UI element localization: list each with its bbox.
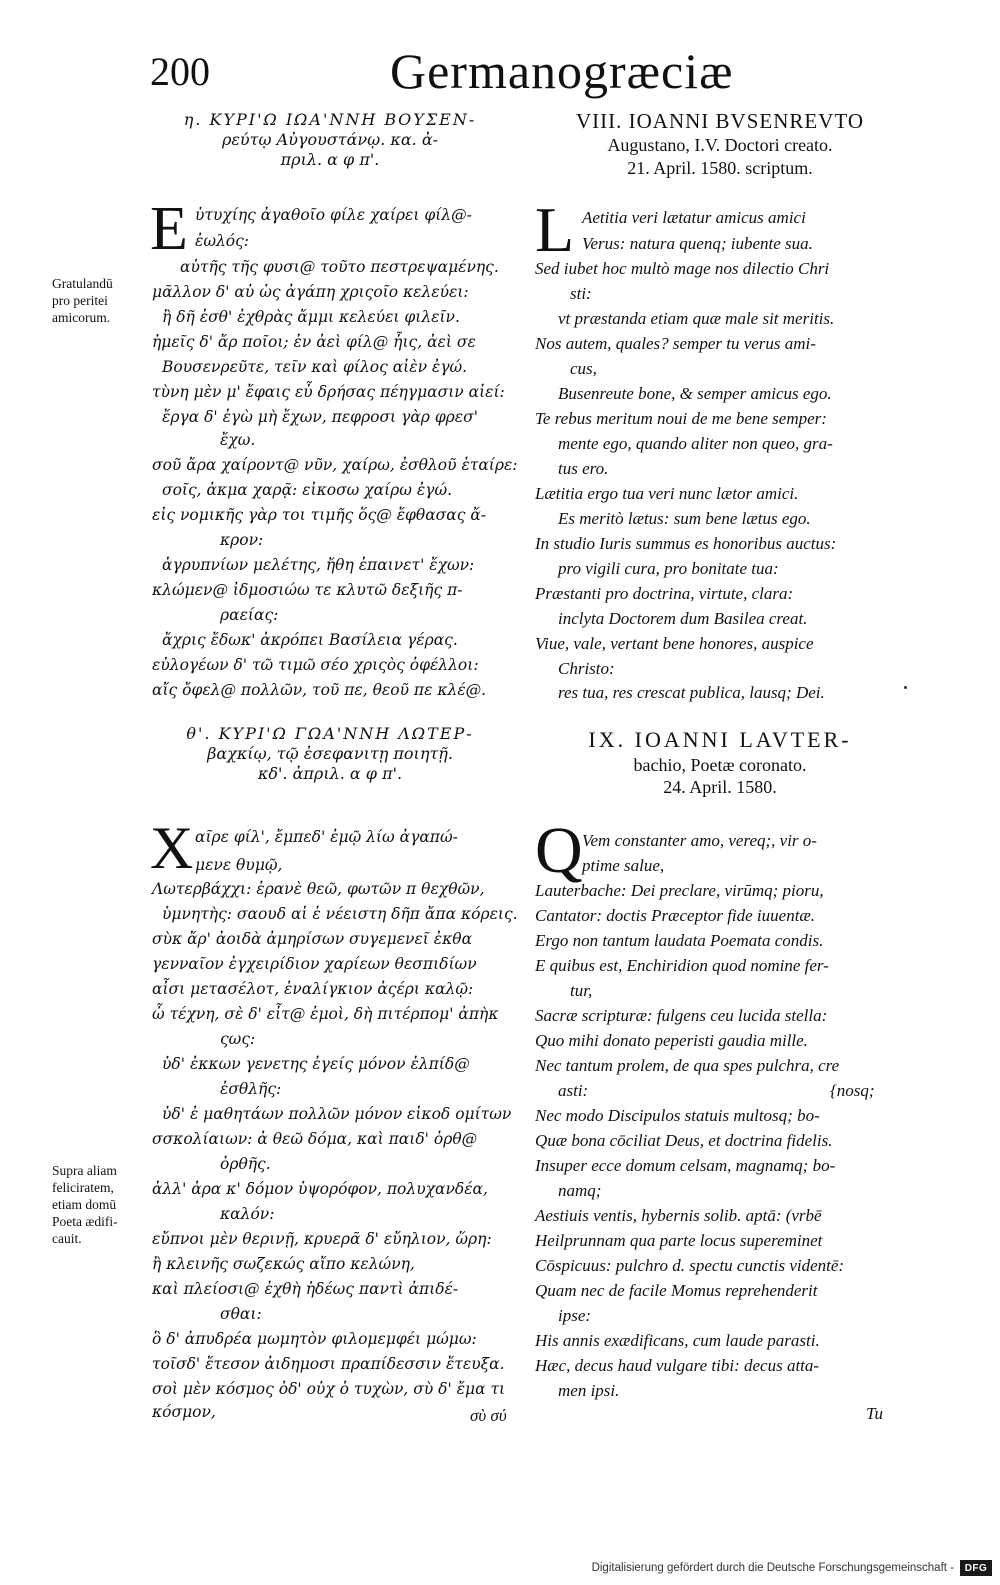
poem-line: asti:: [558, 1081, 589, 1100]
poem-line: σοῖς, ἀκμα χαρᾷ: εἰκοσω χαίρω ἐγώ.: [162, 481, 453, 499]
poem-line: res tua, res crescat publica, lausq; Dei.: [558, 683, 825, 702]
poem-line: εἰς νομικῆς γὰρ τοι τιμῆς ὅς@ ἔφθασας ἄ-: [152, 506, 487, 524]
marginal-line: Supra aliam: [52, 1163, 117, 1178]
poem-line: Viue, vale, vertant bene honores, auspice: [535, 634, 814, 653]
poem-line: tur,: [570, 981, 593, 1000]
marginal-line: pro peritei: [52, 292, 108, 308]
poem-line: ipse:: [558, 1306, 592, 1325]
poem-line: Nec modo Discipulos statuis multosq; bo-: [535, 1106, 820, 1125]
poem-line: Lauterbache: Dei preclare, virūmq; pioru,: [535, 881, 824, 900]
poem-line: Præstanti pro doctrina, virtute, clara:: [535, 584, 794, 603]
poem-line: εὔπνοι μὲν θερινῇ, κρυερᾶ δ' εὔηλιον, ὥρη:: [152, 1230, 492, 1248]
poem-line: ἔχω.: [220, 431, 256, 449]
poem-line: κόσμον,: [152, 1403, 216, 1421]
marginal-line: feliciratem,: [52, 1179, 114, 1195]
poem-line: sti:: [570, 284, 592, 303]
poem-line: σθαι:: [220, 1305, 262, 1323]
poem-line: τὺνη μὲν μ' ἔφαις εὖ δρήσας πέηγμασιν αἰεί:: [152, 383, 505, 401]
marginal-line: cauit.: [52, 1230, 82, 1246]
marginal-line: Poeta ædifi-: [52, 1213, 118, 1229]
poem-line: καλόν:: [220, 1205, 275, 1223]
poem-line: mente ego, quando aliter non queo, gra-: [558, 434, 833, 453]
heading-line: βαχκίῳ, τῷ ἐσεφανιτῃ ποιητῇ.: [207, 744, 453, 763]
poem-line: Insuper ecce domum celsam, magnamq; bo-: [535, 1156, 836, 1175]
poem-line: Sacræ scripturæ: fulgens ceu lucida stella:: [535, 1006, 828, 1025]
marginal-line: amicorum.: [52, 309, 111, 325]
poem-line: ςως:: [220, 1030, 256, 1048]
poem-line: ἢ κλεινῆς σωζεκώς αἴπο κελώνη,: [152, 1255, 415, 1273]
poem-line: μενε θυμῷ,: [195, 856, 283, 874]
marginal-note-2: [52, 1163, 144, 1247]
heading-line: θ'. ΚΥΡΙ'Ω ΓΩΑ'ΝΝΗ ΛΩΤΕΡ-: [186, 724, 474, 743]
heading-line: πριλ. α φ π'.: [280, 150, 380, 169]
poem-line: tus ero.: [558, 459, 609, 478]
poem-line: Ergo non tantum laudata Poemata condis.: [535, 931, 824, 950]
poem-line: ὐδ' ἐ μαθητάων πολλῶν μόνον εἰκοδ ομίτων: [162, 1105, 512, 1123]
poem-line: ἄχρις ἔδωκ' ἀκρόπει Βασίλεια γέρας.: [162, 631, 458, 649]
poem-line: Quo mihi donato peperisti gaudia mille.: [535, 1031, 808, 1050]
poem-line: Cōspicuus: pulchro d. spectu cunctis videntē:: [535, 1256, 845, 1275]
footer-text: Digitalisierung gefördert durch die Deutsche Forschungsgemeinschaft -: [591, 1562, 954, 1574]
poem-line: Aestiuis ventis, hybernis solib. aptā: (vrbē: [535, 1206, 822, 1225]
heading-line: Augustano, I.V. Doctori creato.: [607, 135, 833, 156]
heading-line: η. ΚΥΡΙ'Ω ΙΩΑ'ΝΝΗ ΒΟΥΣΕΝ-: [183, 110, 477, 129]
poem-line: ἔργα δ' ἐγὼ μὴ ἔχων, πεφροσι γὰρ φρεσ': [162, 408, 478, 426]
poem-line: cus,: [570, 359, 597, 378]
poem-line: vt præstanda etiam quæ male sit meritis.: [558, 309, 835, 328]
poem-line: ἐσθλῆς:: [220, 1080, 282, 1098]
greek-dropcap-9: X: [150, 815, 194, 881]
poem-line: ὀρθῆς.: [220, 1155, 271, 1173]
poem-line: Βουσενρεῦτε, τεῖν καὶ φίλος αἰὲν ἐγώ.: [162, 358, 468, 376]
poem-line: Λωτερβάχχι: ἐρανὲ θεῶ, φωτῶν π θεχθῶν,: [152, 880, 485, 898]
poem-line: ραείας:: [220, 606, 279, 624]
poem-line: σοῦ ἄρα χαίροντ@ νῦν, χαίρω, ἐσθλοῦ ἑταίρε:: [152, 456, 518, 474]
poem-line: Hæc, decus haud vulgare tibi: decus atta-: [535, 1356, 820, 1375]
poem-line: namq;: [558, 1181, 602, 1200]
page-number: 200: [150, 49, 210, 94]
dfg-logo-icon[interactable]: DFG: [960, 1560, 992, 1576]
poem-line: inclyta Doctorem dum Basilea creat.: [558, 609, 808, 628]
poem-line: αὐτῆς τῆς φυσι@ τοῦτο πεστρεψαμένης.: [180, 258, 499, 276]
poem-line: Quam nec de facile Momus reprehenderit: [535, 1281, 818, 1300]
poem-line: Lætitia ergo tua veri nunc lætor amici.: [535, 484, 799, 503]
marginal-note-1: [52, 276, 144, 327]
poem-line: ἀλλ' ἀρα κ' δόμον ὑψορόφον, πολυχανδέα,: [152, 1180, 488, 1198]
poem-line: τοῖσδ' ἔτεσον ἀιδημοσι πραπίδεσσιν ἔτευξα.: [152, 1355, 505, 1373]
poem-line: ὦ τέχνη, σὲ δ' εἶτ@ ἐμοὶ, δὴ πιτέρπομ' ἀπὴκ: [152, 1005, 499, 1023]
poem-line: Aetitia veri lætatur amicus amici: [582, 208, 806, 227]
poem-line: In studio Iuris summus es honoribus auctus:: [535, 534, 837, 553]
poem-line: καὶ πλείοσι@ ἐχθὴ ἡδέως παντὶ ἀπιδέ-: [152, 1280, 459, 1298]
poem-line: Nos autem, quales? semper tu verus ami-: [535, 334, 816, 353]
poem-line: His annis exædificans, cum laude parasti.: [535, 1331, 820, 1350]
poem-line: ὃ δ' ἀπυδρέα μωμητὸν φιλομεμφέι μώμω:: [152, 1330, 477, 1348]
poem-line: ἡμεῖς δ' ἄρ ποῖοι; ἐν ἀεὶ φίλ@ ἧις, ἀεὶ σε: [152, 333, 476, 351]
greek-poem-9: [140, 0, 520, 1420]
poem-line: κρον:: [220, 531, 264, 549]
poem-line: Sed iubet hoc multò mage nos dilectio Chri: [535, 259, 830, 278]
poem-line: ἐωλός:: [195, 232, 250, 250]
heading-line: κδ'. ἀπριλ. α φ π'.: [257, 764, 403, 783]
poem-line: ἀγρυπνίων μελέτης, ἤθη ἐπαινετ' ἔχων:: [162, 556, 475, 574]
poem-line: μᾶλλον δ' αὐ ὡς ἀγάπη χριςοῖο κελεύει:: [152, 283, 469, 301]
poem-line: Te rebus meritum noui de me bene semper:: [535, 409, 827, 428]
poem-line: Busenreute bone, & semper amicus ego.: [558, 384, 832, 403]
poem-line: Verus: natura quenq; iubente sua.: [582, 234, 813, 253]
poem-line: Cantator: doctis Præceptor fide iuuentæ.: [535, 906, 816, 925]
poem-line: ὐτυχίης ἀγαθοῖο φίλε χαίρει φίλ@-: [195, 206, 472, 224]
latin-catchword: Tu: [866, 1404, 884, 1423]
latin-poem-9: [530, 0, 910, 1420]
poem-line: σοὶ μὲν κόσμος ὁδ' οὐχ ὁ τυχὼν, σὺ δ' ἔμα τι: [152, 1380, 506, 1398]
poem-line: men ipsi.: [558, 1381, 620, 1400]
poem-line: ἢ δῆ ἐσθ' ἐχθρὰς ἄμμι κελεύει φιλεῖν.: [162, 308, 460, 326]
poem-line: ὐδ' ἐκκων γενετης ἐγείς μόνον ἐλπίδ@: [162, 1055, 470, 1073]
poem-line: Nec tantum prolem, de qua spes pulchra, cre: [535, 1056, 840, 1075]
poem-line: αῖρε φίλ', ἔμπεδ' ἐμῷ λίω ἀγαπώ-: [195, 828, 458, 846]
poem-line: ὑμνητὴς: σαουδ αἰ ἐ νέειστη δῆπ ἄπα κόρεις.: [162, 905, 518, 923]
heading-line: VIII. IOANNI BVSENREVTO: [575, 109, 864, 133]
heading-line: ρεύτῳ Αὐγουστάνῳ. κα. ἀ-: [221, 130, 439, 149]
digitization-footer: [592, 1557, 992, 1579]
greek-dropcap-8: E: [150, 195, 188, 263]
poem-line: σὺκ ἄρ' ἀοιδὰ ἀμηρίσων συγεμενεῖ ἐκθα: [152, 930, 473, 948]
marginal-line: Gratulandū: [52, 276, 113, 291]
latin-dropcap-9: Q: [535, 814, 583, 887]
poem-line: σσκολίαιων: ἀ θεῶ δόμα, καὶ παιδ' ὀρθ@: [152, 1130, 478, 1148]
heading-line: IX. IOANNI LAVTER-: [588, 727, 852, 752]
heading-line: 24. April. 1580.: [663, 777, 777, 797]
poem-line: Es meritò lætus: sum bene lætus ego.: [558, 509, 811, 528]
marginal-line: etiam domū: [52, 1196, 117, 1212]
heading-line: bachio, Poetæ coronato.: [633, 754, 807, 775]
poem-line: E quibus est, Enchiridion quod nomine fer-: [535, 956, 829, 975]
poem-line: ptime salue,: [582, 856, 665, 875]
poem-line: αἴς ὄφελ@ πολλῶν, τοῦ πε, θεοῦ πε κλέ@.: [152, 681, 487, 699]
heading-line: 21. April. 1580. scriptum.: [627, 157, 813, 178]
poem-line: {nosq;: [830, 1081, 875, 1100]
poem-line: αἶσι μετασέλοτ, ἐναλίγκιον ἀςέρι καλῷ:: [152, 980, 474, 998]
poem-line: Vem constanter amo, vereq;, vir o-: [582, 831, 817, 850]
running-title: Germanogræciæ: [390, 43, 734, 99]
poem-line: Christo:: [558, 659, 615, 678]
poem-line: κλώμεν@ ἰδμοσιώω τε κλυτῶ δεξιῆς π-: [152, 581, 463, 599]
poem-line: εὐλογέων δ' τῶ τιμῶ σέο χριςὸς ὀφέλλοι:: [152, 656, 479, 674]
poem-line: Quæ bona cōciliat Deus, et doctrina fidelis.: [535, 1131, 833, 1150]
poem-line: γενναῖον ἐγχειρίδιον χαρίεων θεσπιδίων: [152, 955, 477, 973]
latin-dropcap-8: L: [535, 194, 575, 265]
greek-catchword: σὺ σύ: [470, 1406, 507, 1425]
poem-line: Heilprunnam qua parte locus supereminet: [535, 1231, 823, 1250]
poem-line: pro vigili cura, pro bonitate tua:: [558, 559, 779, 578]
